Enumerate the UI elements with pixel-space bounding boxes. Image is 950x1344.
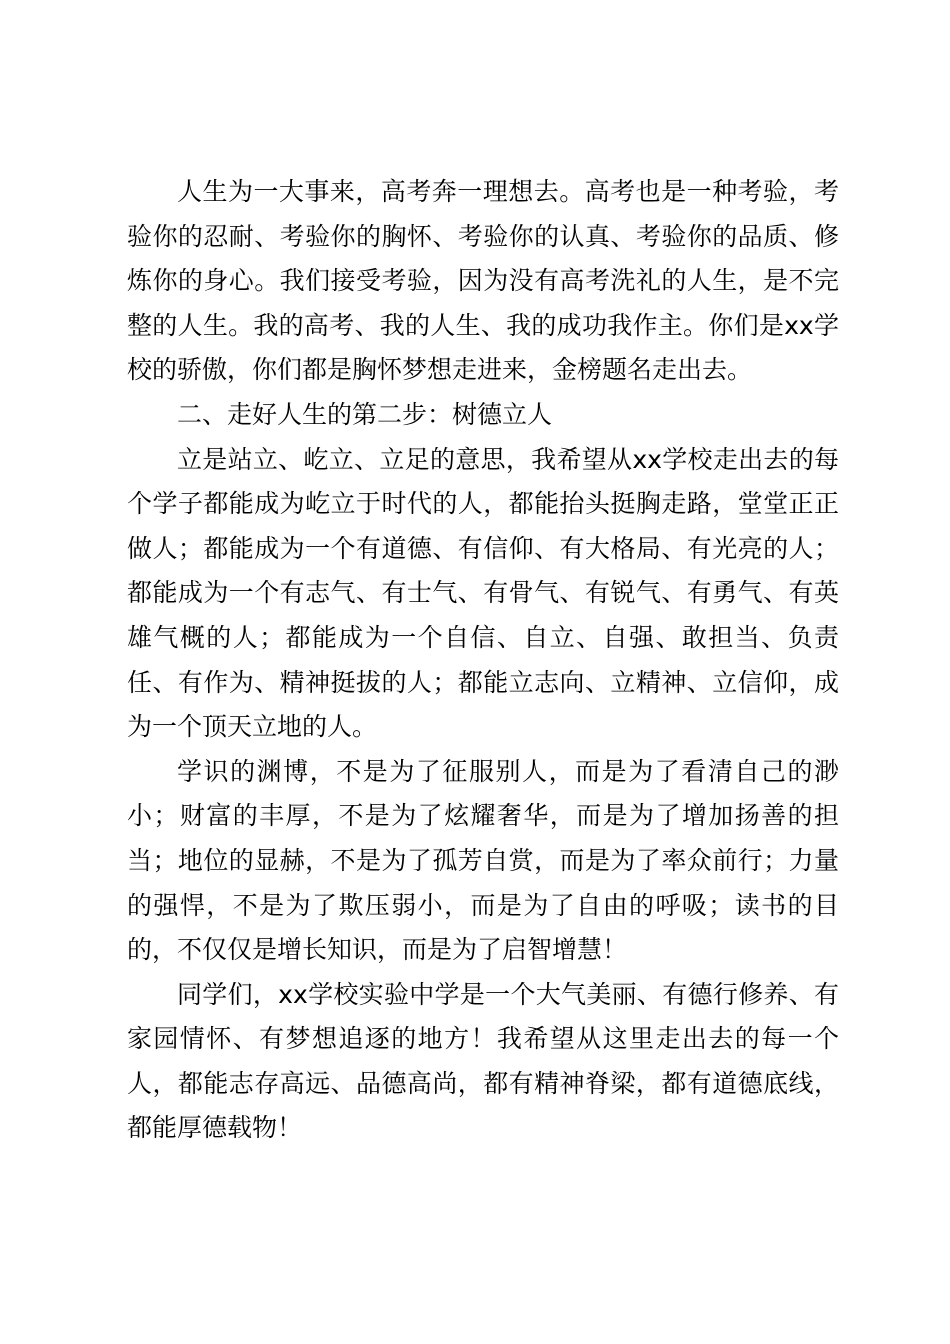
- paragraph-gaokao: 人生为一大事来，高考奔一理想去。高考也是一种考验，考验你的忍耐、考验你的胸怀、考验你的认真、考验你的品质、修炼你的身心。我们接受考验，因为没有高考洗礼的人生，是不完整的人生。我的高考、我的人生、我的成功我作主。你们是xx学校的骄傲，你们都是胸怀梦想走进来，金榜题名走出去。: [127, 177, 839, 385]
- paragraph-tongxuemen: 同学们，xx学校实验中学是一个大气美丽、有德行修养、有家园情怀、有梦想追逐的地方！我希望从这里走出去的每一个人，都能志存高远、品德高尚，都有精神脊梁，都有道德底线，都能厚德载物！: [127, 979, 839, 1143]
- section-heading-2: 二、走好人生的第二步：树德立人: [177, 399, 553, 429]
- document-body: [127, 170, 839, 1151]
- paragraph-xueshi: 学识的渊博，不是为了征服别人，而是为了看清自己的渺小；财富的丰厚，不是为了炫耀奢华，而是为了增加扬善的担当；地位的显赫，不是为了孤芳自赏，而是为了率众前行；力量的强悍，不是为了欺压弱小，而是为了自由的呼吸；读书的目的，不仅仅是增长知识，而是为了启智增慧！: [127, 756, 839, 965]
- paragraph-li: 立是站立、屹立、立足的意思，我希望从xx学校走出去的每个学子都能成为屹立于时代的人，都能抬头挺胸走路，堂堂正正做人；都能成为一个有道德、有信仰、有大格局、有光亮的人；都能成为一个有志气、有士气、有骨气、有锐气、有勇气、有英雄气概的人；都能成为一个自信、自立、自强、敢担当、负责任、有作为、精神挺拔的人；都能立志向、立精神、立信仰，成为一个顶天立地的人。: [127, 444, 839, 742]
